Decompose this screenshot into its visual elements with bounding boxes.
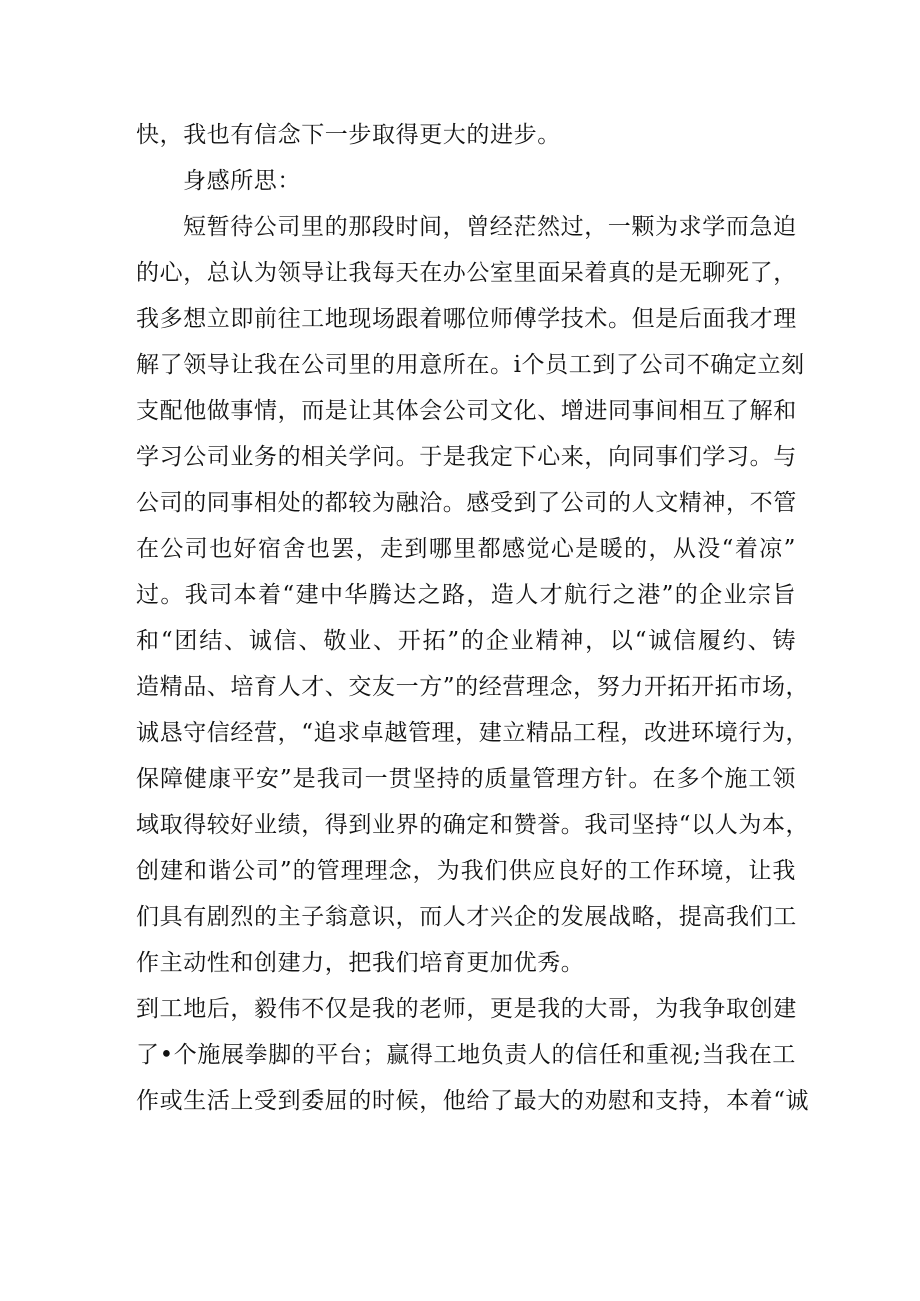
text-line: 到工地后，毅伟不仅是我的老师，更是我的大哥，为我争取创建 [136, 996, 797, 1022]
text-line: 创建和谐公司”的管理理念，为我们供应良好的工作环境，让我 [136, 858, 796, 884]
text-line: 快，我也有信念下一步取得更大的进步。 [136, 122, 561, 148]
text-line: 保障健康平安”是我司一贯坚持的质量管理方针。在多个施工领 [136, 766, 796, 792]
text-line: 了•个施展拳脚的平台；赢得工地负责人的信任和重视;当我在工 [136, 1042, 796, 1068]
text-line: 支配他做事情，而是让其体会公司文化、增进同事间相互了解和 [136, 398, 797, 424]
body-text [136, 112, 810, 1124]
text-line: 们具有剧烈的主子翁意识，而人才兴企的发展战略，提高我们工 [136, 904, 797, 930]
text-line: 我多想立即前往工地现场跟着哪位师傅学技术。但是后面我才理 [136, 306, 797, 332]
text-line: 在公司也好宿舍也罢，走到哪里都感觉心是暖的，从没“着凉” [136, 536, 796, 562]
text-line: 学习公司业务的相关学问。于是我定下心来，向同事们学习。与 [136, 444, 797, 470]
text-line: 短暂待公司里的那段时间，曾经茫然过，一颗为求学而急迫 [183, 214, 797, 240]
text-line: 造精品、培育人才、交友一方”的经营理念，努力开拓开拓市场， [136, 674, 810, 700]
text-line: 诚恳守信经营，“追求卓越管理，建立精品工程，改进环境行为， [136, 720, 810, 746]
text-line: 解了领导让我在公司里的用意所在。i个员工到了公司不确定立刻 [136, 352, 805, 378]
text-line: 的心，总认为领导让我每天在办公室里面呆着真的是无聊死了， [136, 260, 797, 286]
text-line: 作主动性和创建力，把我们培育更加优秀。 [136, 950, 585, 976]
text-line: 过。我司本着“建中华腾达之路，造人才航行之港”的企业宗旨 [136, 582, 796, 608]
text-line: 作或生活上受到委屈的时候，他给了最大的劝慰和支持，本着“诚 [136, 1088, 810, 1114]
text-line: 和“团结、诚信、敬业、开拓”的企业精神，以“诚信履约、铸 [136, 628, 796, 654]
text-line: 公司的同事相处的都较为融洽。感受到了公司的人文精神，不管 [136, 490, 797, 516]
section-heading: 身感所思： [183, 168, 301, 194]
text-line: 域取得较好业绩，得到业界的确定和赞誉。我司坚持“以人为本， [136, 812, 810, 838]
